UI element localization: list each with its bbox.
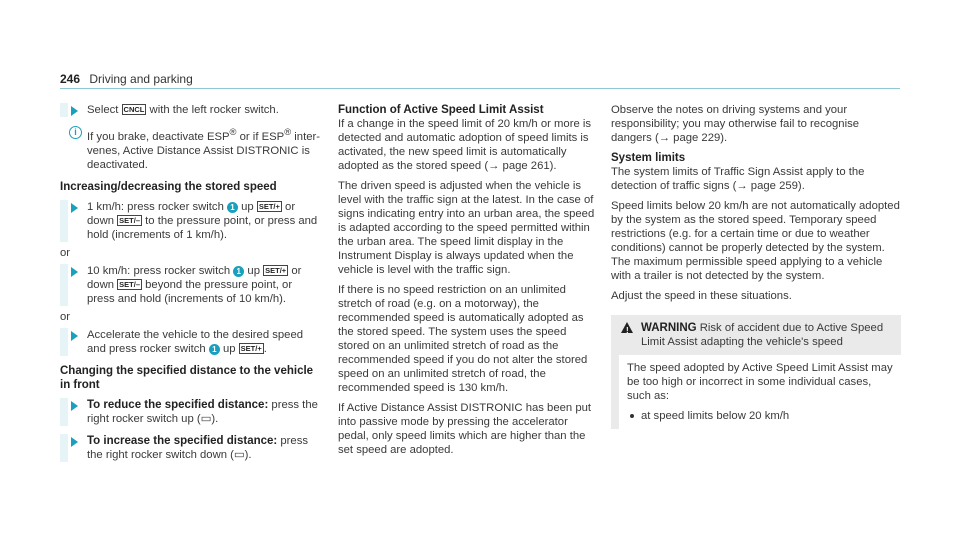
step-arrow-icon	[71, 267, 78, 277]
header-divider	[60, 88, 900, 89]
paragraph: Adjust the speed in these situations.	[611, 290, 792, 302]
or-label: or	[60, 246, 71, 259]
set-minus-icon: SET/–	[119, 215, 140, 225]
page-header	[60, 72, 193, 86]
step-accelerate: Accelerate the vehicle to the desired speed and press rocker switch 1 up SET/+ .	[60, 328, 322, 356]
set-plus-icon: SET/+	[265, 265, 287, 275]
step-10kmh: 10 km/h: press rocker switch 1 up SET/+ or down SET/– beyond the pressure point, or press and hold (increments of 10 km/h).	[60, 264, 322, 306]
step-arrow-icon	[71, 401, 78, 411]
paragraph: The driven speed is adjusted when the vehicle is level with the traffic sign at the latest. In the case of signs indicating entry into an urban area, the speed is adapted according to the speed permitted within the urban area. The speed limit display in the Instrument Display is always updated when the vehicle is level with the traffic sign.	[338, 180, 595, 276]
cncl-button-icon: CNCL	[123, 105, 145, 114]
section-title: Driving and parking	[89, 72, 193, 86]
callout-1-icon: 1	[227, 202, 238, 213]
column-left	[60, 103, 322, 470]
set-minus-icon: SET/–	[119, 279, 140, 289]
step-reduce-distance: To reduce the specified distance: press the right rocker switch up (▭).	[60, 398, 322, 426]
callout-1-icon: 1	[233, 266, 244, 277]
page-number: 246	[60, 72, 81, 86]
column-right	[611, 103, 901, 429]
paragraph: The system limits of Traffic Sign Assist apply to the detection of traffic signs (→ page 259).	[611, 166, 865, 192]
paragraph: If Active Distance Assist DISTRONIC has been put into passive mode by pressing the accelerator pedal, only speed limits which are higher than the set speed are adopted.	[338, 402, 592, 456]
step-arrow-icon	[71, 106, 78, 116]
warning-triangle-icon: !	[621, 322, 633, 333]
set-plus-icon: SET/+	[258, 201, 280, 211]
or-label: or	[60, 310, 71, 323]
warning-label: WARNING	[641, 322, 697, 334]
info-note: i If you brake, deactivate ESP® or if ESP® inter-venes, Active Distance Assist DISTRONIC is deactivated.	[60, 125, 322, 172]
heading-asla: Function of Active Speed Limit Assist	[338, 104, 544, 116]
paragraph: If a change in the speed limit of 20 km/h or more is detected and automatic adoption of speed limits is activated, the new speed limit is automatically adopted as the stored speed (→ page 261).	[338, 118, 592, 172]
step-increase-distance: To increase the specified distance: press the right rocker switch down (▭).	[60, 434, 322, 462]
step-select: Select CNCL with the left rocker switch.	[60, 103, 322, 117]
list-item: at speed limits below 20 km/h	[627, 409, 893, 423]
step-arrow-icon	[71, 437, 78, 447]
step-1kmh: 1 km/h: press rocker switch 1 up SET/+ or down SET/– to the pressure point, or press and hold (increments of 1 km/h).	[60, 200, 322, 242]
heading-system-limits: System limits	[611, 152, 686, 164]
distance-down-icon: ▭	[233, 448, 245, 461]
paragraph: Observe the notes on driving systems and your responsibility; you may otherwise fail to recognise dangers (→ page 229).	[611, 104, 860, 144]
paragraph: If there is no speed restriction on an unlimited stretch of road (e.g. on a motorway), the recommended speed is automatically adopted as the stored speed. The system uses the speed stored on an unlimited stretch of road as the recommended speed if you do not alter the stored speed on an unlimited stretch of road, the recommended speed is 130 km/h.	[338, 284, 588, 394]
heading-increase: Increasing/decreasing the stored speed	[60, 180, 277, 193]
distance-up-icon: ▭	[200, 412, 212, 425]
callout-1-icon: 1	[209, 344, 220, 355]
column-middle	[338, 103, 596, 463]
set-plus-icon: SET/+	[240, 343, 262, 353]
warning-body: The speed adopted by Active Speed Limit Assist may be too high or incorrect in some individual cases, such as: at speed limits below 20 km/h	[611, 355, 901, 429]
paragraph: Speed limits below 20 km/h are not automatically adopted by the system as the stored speed. Temporary speed restrictions (e.g. for a certain time or due to weather conditions) cannot be properly detected by the system. The maximum permissible speed applying to a vehicle with a trailer is not detected by the system.	[611, 200, 900, 282]
step-arrow-icon	[71, 331, 78, 341]
heading-distance: Changing the specified distance to the vehicle in front	[60, 364, 314, 391]
warning-box: ! WARNING Risk of accident due to Active Speed Limit Assist adapting the vehicle's speed	[611, 315, 901, 355]
info-icon: i	[69, 126, 82, 139]
step-arrow-icon	[71, 203, 78, 213]
